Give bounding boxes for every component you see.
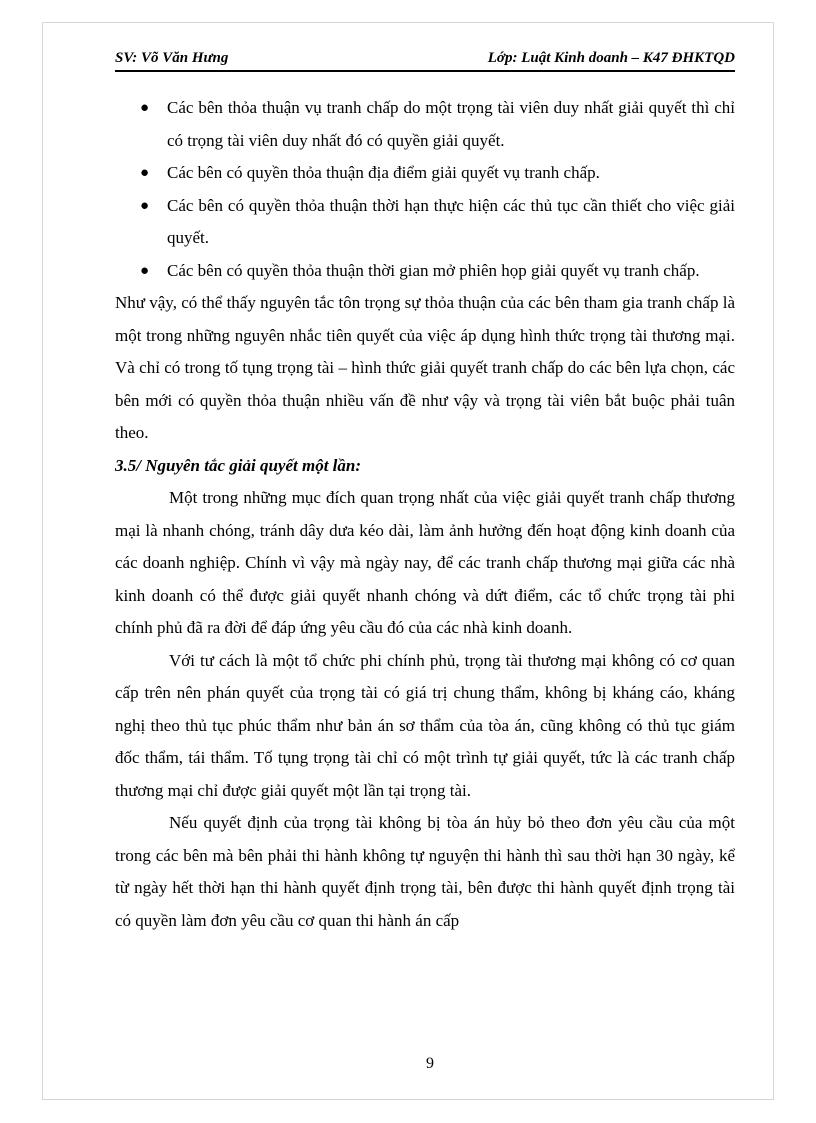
header-class-name: Lớp: Luật Kinh doanh – K47 ĐHKTQD [487, 50, 735, 66]
bullet-text: Các bên có quyền thỏa thuận thời gian mở phiên họp giải quyết vụ tranh chấp. [167, 260, 700, 280]
bullet-item [115, 157, 735, 190]
bullet-icon: ● [140, 197, 150, 214]
bullet-item [115, 255, 735, 288]
bullet-item [115, 92, 735, 157]
page-number: 9 [426, 1055, 434, 1072]
body-paragraph: Nếu quyết định của trọng tài không bị tòa án hủy bỏ theo đơn yêu cầu của một trong các bên mà bên phải thi hành không tự nguyện thi hành thì sau thời hạn 30 ngày, kể từ ngày hết thời hạn thi hành quyết định trọng tài, bên được thi hành quyết định trọng tài có quyền làm đơn yêu cầu cơ quan thi hành án cấp [115, 813, 735, 930]
bullet-list [115, 92, 735, 287]
page-header [115, 48, 735, 72]
bullet-item [115, 190, 735, 255]
bullet-icon: ● [140, 262, 150, 279]
bullet-text: Các bên có quyền thỏa thuận địa điểm giải quyết vụ tranh chấp. [167, 163, 600, 182]
header-student-name: SV: Võ Văn Hưng [115, 50, 229, 66]
bullet-text: Các bên có quyền thỏa thuận thời hạn thực hiện các thủ tục cần thiết cho việc giải quyết. [167, 195, 735, 247]
bullet-icon: ● [140, 100, 150, 116]
body-paragraph: Với tư cách là một tổ chức phi chính phủ, trọng tài thương mại không có cơ quan cấp trên nên phán quyết của trọng tài có giá trị chung thẩm, không bị kháng cáo, kháng nghị theo thủ tục phúc thẩm như bản án sơ thẩm của tòa án, cũng không có thủ tục giám đốc thẩm, tái thẩm. Tố tụng trọng tài chỉ có một trình tự giải quyết, tức là các tranh chấp thương mại chỉ được giải quyết một lần tại trọng tài. [115, 650, 735, 800]
section-heading: 3.5/ Nguyên tắc giải quyết một lần: [115, 455, 362, 475]
bullet-icon: ● [140, 165, 150, 181]
bullet-text: Các bên thỏa thuận vụ tranh chấp do một trọng tài viên duy nhất giải quyết thì chỉ có trọng tài viên duy nhất đó có quyền giải quyết. [167, 98, 735, 150]
document-body [115, 92, 735, 937]
summary-paragraph: Như vậy, có thể thấy nguyên tắc tôn trọng sự thỏa thuận của các bên tham gia tranh chấp là một trong những nguyên nhắc tiên quyết của việc áp dụng hình thức trọng tài thương mại. Và chỉ có trong tố tụng trọng tài – hình thức giải quyết tranh chấp do các bên lựa chọn, các bên mới có quyền thỏa thuận nhiều vấn đề như vậy và trọng tài viên bắt buộc phải tuân theo. [115, 293, 735, 442]
body-paragraph: Một trong những mục đích quan trọng nhất của việc giải quyết tranh chấp thương mại là nhanh chóng, tránh dây dưa kéo dài, làm ảnh hưởng đến hoạt động kinh doanh của các doanh nghiệp. Chính vì vậy mà ngày nay, để các tranh chấp thương mại giữa các nhà kinh doanh có thể được giải quyết nhanh chóng và dứt điểm, các tổ chức trọng tài phi chính phủ đã ra đời để đáp ứng yêu cầu đó của các nhà kinh doanh. [115, 488, 735, 637]
